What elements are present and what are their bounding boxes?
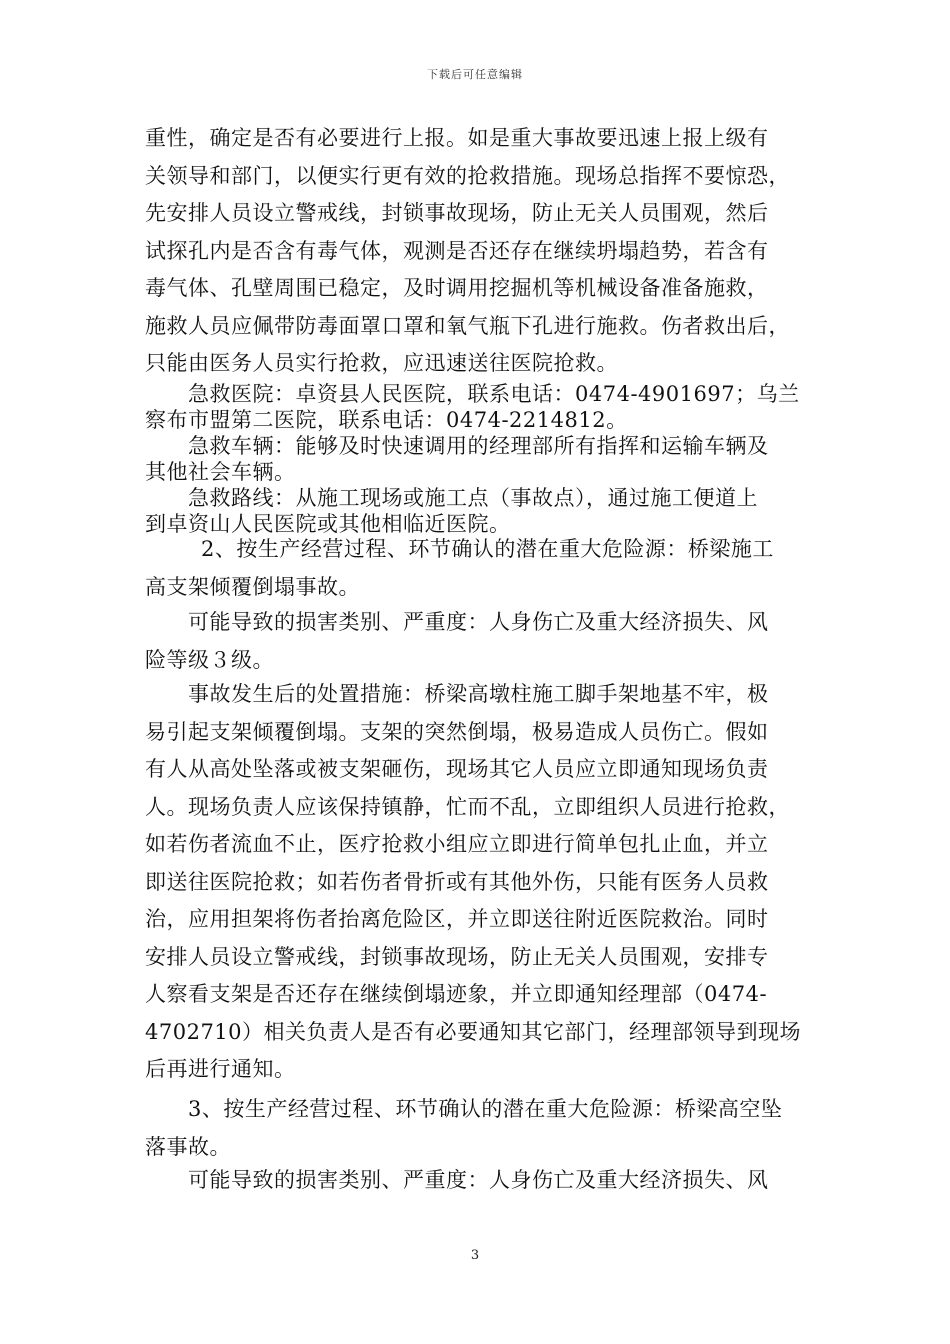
text-line: 急救路线：从施工现场或施工点（事故点），通过施工便道上 [188,486,758,510]
text-line: 重性，确定是否有必要进行上报。如是重大事故要迅速上报上级有 [145,126,769,150]
text-line: 可能导致的损害类别、严重度：人身伤亡及重大经济损失、风 [188,1168,769,1192]
text-line: 4702710）相关负责人是否有必要通知其它部门，经理部领导到现场 [145,1019,802,1044]
text-line: 急救医院：卓资县人民医院，联系电话：0474-4901697；乌兰 [188,382,800,406]
text-line: 落事故。 [145,1135,231,1159]
page-number: 3 [470,1248,480,1263]
text-line: 事故发生后的处置措施：桥梁高墩柱施工脚手架地基不牢，极 [188,682,769,706]
text-line: 治，应用担架将伤者抬离危险区，并立即送往附近医院救治。同时 [145,907,769,931]
text-line: 即送往医院抢救；如若伤者骨折或有其他外伤，只能有医务人员救 [145,869,769,894]
text-line: 到卓资山人民医院或其他相临近医院。 [145,512,511,536]
text-line: 人。现场负责人应该保持镇静，忙而不乱，立即组织人员进行抢救， [145,794,790,819]
text-line: 安排人员设立警戒线，封锁事故现场，防止无关人员围观，安排专 [145,944,769,969]
text-line: 毒气体、孔壁周围已稳定，及时调用挖掘机等机械设备准备施救， [145,276,769,300]
text-line: 其他社会车辆。 [145,460,296,484]
text-line: 如若伤者流血不止，医疗抢救小组应立即进行简单包扎止血，并立 [145,832,769,856]
text-line: 可能导致的损害类别、严重度：人身伤亡及重大经济损失、风 [188,610,769,634]
text-line: 关领导和部门，以便实行更有效的抢救措施。现场总指挥不要惊恐， [145,163,790,188]
text-line: 察布市盟第二医院，联系电话：0474-2214812。 [145,408,628,432]
paragraph-response-measures [145,676,805,1089]
page-header: 下载后可任意编辑 [427,68,523,81]
paragraph-item-3 [145,1090,805,1166]
text-line: 试探孔内是否含有毒气体，观测是否还存在继续坍塌趋势，若含有 [145,238,769,263]
text-line: 急救车辆：能够及时快速调用的经理部所有指挥和运输车辆及 [188,434,769,458]
text-line: 有人从高处坠落或被支架砸伤，现场其它人员应立即通知现场负责 [145,757,769,781]
text-line: 后再进行通知。 [145,1057,296,1081]
paragraph-continued [145,120,805,383]
text-line: 先安排人员设立警戒线，封锁事故现场，防止无关人员围观，然后 [145,201,769,225]
paragraph-damage-severity-3 [145,1161,805,1199]
paragraph-emergency-hospital [145,381,805,433]
text-line: 3、按生产经营过程、环节确认的潜在重大危险源：桥梁高空坠 [188,1097,783,1121]
paragraph-item-2 [145,530,805,606]
paragraph-damage-severity [145,603,805,679]
text-line: 高支架倾覆倒塌事故。 [145,575,360,599]
text-line: 施救人员应佩带防毒面罩口罩和氧气瓶下孔进行施救。伤者救出后， [145,313,790,338]
text-line: 人察看支架是否还存在继续倒塌迹象，并立即通知经理部（0474- [145,982,768,1006]
text-line: 只能由医务人员实行抢救，应迅速送往医院抢救。 [145,351,618,375]
text-line: 险等级３级。 [145,648,274,672]
text-line: 易引起支架倾覆倒塌。支架的突然倒塌，极易造成人员伤亡。假如 [145,719,769,744]
text-line: 2、按生产经营过程、环节确认的潜在重大危险源：桥梁施工 [201,537,774,561]
paragraph-emergency-vehicles [145,433,805,485]
